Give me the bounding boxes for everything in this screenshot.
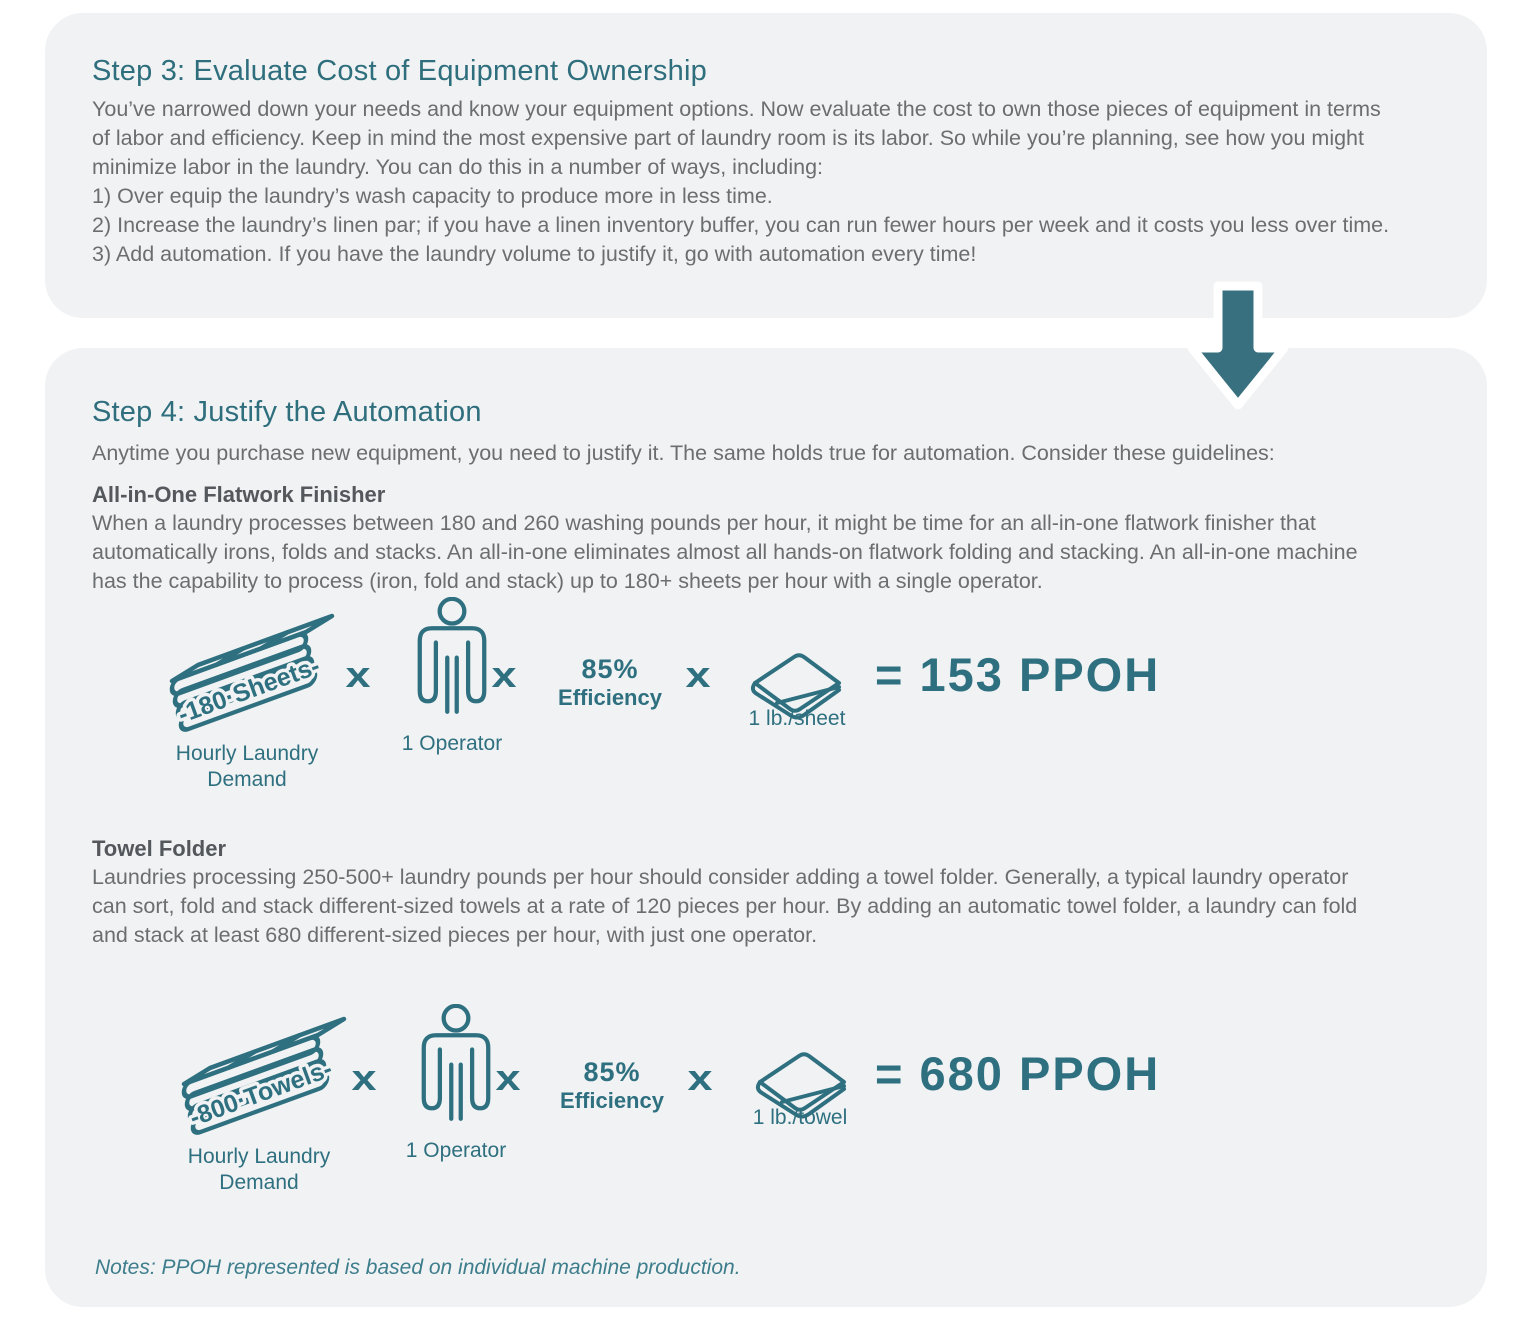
multiply-icon: x [687,1057,713,1098]
flatwork-finisher-title: All-in-One Flatwork Finisher [92,482,386,507]
stack-quantity-text: -800·Towels- [185,1054,336,1133]
step3-line: 1) Over equip the laundry’s wash capacity to produce more in less time. [92,184,773,208]
ppoh-result: = 680 PPOH [875,1047,1161,1100]
efficiency-value: 85% [581,654,639,684]
unit-weight-label: 1 lb./sheet [748,707,846,730]
multiply-icon: x [495,1057,521,1098]
flatwork-line: automatically irons, folds and stacks. An all-in-one eliminates almost all hands-on flatwork folding and stacking. An all-in-one machine [92,540,1358,564]
down-arrow-icon [1184,278,1292,412]
efficiency-label: Efficiency [560,1088,664,1114]
step4-card [45,348,1487,1307]
efficiency-factor [532,1057,692,1113]
multiply-icon: x [491,654,517,695]
flatwork-formula [92,597,1487,812]
multiply-icon: x [351,1057,377,1098]
multiply-icon: x [685,654,711,695]
step3-heading: Step 3: Evaluate Cost of Equipment Ownership [92,55,707,87]
flatwork-line: When a laundry processes between 180 and 260 washing pounds per hour, it might be time for an all-in-one flatwork finisher that [92,511,1316,535]
operator-icon [402,597,502,730]
hourly-demand-label: Hourly Laundry Demand [187,1145,331,1194]
step3-line: 3) Add automation. If you have the laundry volume to justify it, go with automation every time! [92,242,977,266]
step3-line: minimize labor in the laundry. You can do this in a number of ways, including: [92,155,824,179]
towel-line: and stack at least 680 different-sized pieces per hour, with just one operator. [92,923,818,947]
ppoh-result: = 153 PPOH [875,648,1161,701]
step3-line: of labor and efficiency. Keep in mind the most expensive part of laundry room is its labor. So while you’re planning, see how you might [92,126,1364,150]
sheet-stack-icon [152,599,342,754]
towel-line: can sort, fold and stack different-sized towels at a rate of 120 pieces per hour. By adding an automatic towel folder, a laundry can fold [92,894,1358,918]
stack-quantity-text: -180·Sheets- [174,651,324,729]
efficiency-value: 85% [583,1057,641,1087]
towel-line: Laundries processing 250-500+ laundry pounds per hour should consider adding a towel folder. Generally, a typical laundry operator [92,865,1349,889]
operator-label: 1 Operator [401,732,503,755]
operator-icon [406,1004,506,1137]
step4-heading: Step 4: Justify the Automation [92,396,482,428]
unit-weight-label: 1 lb./towel [752,1106,848,1129]
hourly-demand-label: Hourly Laundry Demand [175,742,319,791]
multiply-icon: x [345,654,371,695]
flatwork-line: has the capability to process (iron, fold and stack) up to 180+ sheets per hour with a single operator. [92,569,1043,593]
operator-label: 1 Operator [405,1139,507,1162]
step4-intro: Anytime you purchase new equipment, you need to justify it. The same holds true for automation. Consider these guidelines: [92,441,1275,465]
towel-formula [92,1000,1487,1215]
towel-stack-icon [164,1002,354,1157]
efficiency-factor [530,654,690,710]
notes-text: Notes: PPOH represented is based on individual machine production. [95,1256,741,1279]
step3-line: 2) Increase the laundry’s linen par; if you have a linen inventory buffer, you can run fewer hours per week and it costs you less over time. [92,213,1390,237]
efficiency-label: Efficiency [558,685,662,711]
step3-card [45,13,1487,318]
towel-folder-title: Towel Folder [92,836,227,861]
step3-line: You’ve narrowed down your needs and know your equipment options. Now evaluate the cost to own those pieces of equipment in terms [92,97,1381,121]
